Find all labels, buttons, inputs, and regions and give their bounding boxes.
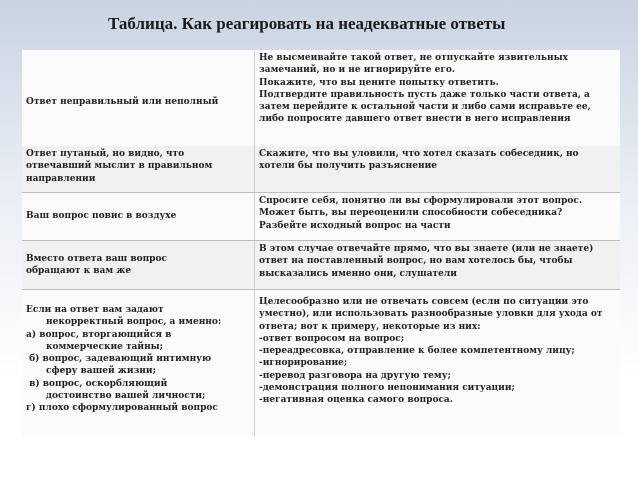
table-row <box>22 146 620 193</box>
reaction-text: Спросите себя, понятно ли вы сформулировали этот вопрос. <box>259 196 583 206</box>
situation-cell <box>22 193 252 240</box>
situation-text: некорректный вопрос, а именно: <box>46 317 222 328</box>
situation-text: Ваш вопрос повис в воздухе <box>26 211 177 222</box>
situation-cell <box>22 241 252 289</box>
table-row <box>22 193 620 241</box>
table-row <box>22 50 620 155</box>
reaction-text: В этом случае отвечайте прямо, что вы знаете (или не знаете) <box>259 244 594 254</box>
situation-text: б) вопрос, задевающий интимную <box>26 354 212 365</box>
reaction-text: Целесообразно или не отвечать совсем (если по ситуации это <box>259 297 589 307</box>
situation-text: Ответ неправильный или неполный <box>26 96 219 107</box>
situation-text: Если на ответ вам задают <box>26 305 164 315</box>
reaction-cell <box>254 146 620 192</box>
reaction-cell <box>254 290 620 436</box>
reaction-text: -переадресовка, отправление к более компетентному лицу; <box>259 346 575 357</box>
situation-text: достоинство вашей личности; <box>46 391 206 402</box>
reaction-text: -негативная оценка самого вопроса. <box>259 395 453 406</box>
situation-cell <box>22 50 252 154</box>
reaction-text: -перевод разговора на другую тему; <box>259 370 451 381</box>
situation-text: обращают к вам же <box>26 266 132 276</box>
reaction-text: -демонстрация полного непонимания ситуации; <box>259 383 515 394</box>
reaction-text: Разбейте исходный вопрос на части <box>259 220 451 231</box>
page-title: Таблица. Как реагировать на неадекватные ответы <box>108 14 506 33</box>
reaction-text: хотели бы получить разъяснение <box>259 161 437 172</box>
reaction-text: Не высмеивайте такой ответ, не отпускайте язвительных <box>259 53 569 63</box>
situation-text: а) вопрос, вторгающийся в <box>26 329 172 340</box>
situation-cell <box>22 146 252 192</box>
reaction-text: Может быть, вы переоценили способности собеседника? <box>259 208 563 219</box>
situation-text: Вместо ответа ваш вопрос <box>26 253 167 264</box>
situation-cell <box>22 290 252 436</box>
reaction-text: ответ на поставленный вопрос, но вам хотелось бы, чтобы <box>259 256 573 267</box>
reaction-text: Скажите, что вы уловили, что хотел сказать собеседник, но <box>259 149 579 159</box>
table-row <box>22 241 620 290</box>
situation-text: Ответ путаный, но видно, что <box>26 149 185 159</box>
situation-text: сферу вашей жизни; <box>46 366 156 377</box>
reaction-text: замечаний, но и не игнорируйте его. <box>259 65 456 76</box>
situation-text: коммерческие тайны; <box>46 341 163 352</box>
reaction-cell <box>254 193 620 240</box>
table-row <box>22 290 620 436</box>
reaction-cell <box>254 50 620 154</box>
reaction-text: Покажите, что вы цените попытку ответить. <box>259 77 499 88</box>
reaction-text: -игнорирование; <box>259 358 348 369</box>
reaction-text: уместно), или использовать разнообразные уловки для ухода от <box>259 309 603 320</box>
reaction-text: ответа; вот к примеру, некоторые из них: <box>259 321 481 332</box>
reaction-text: либо попросите давшего ответ внести в него исправления <box>259 114 571 125</box>
responses-table <box>22 50 620 436</box>
reaction-text: -ответ вопросом на вопрос; <box>259 333 405 344</box>
reaction-text: Подтвердите правильность пусть даже только части ответа, а <box>259 89 590 100</box>
situation-text: отвечавший мыслит в правильном <box>26 161 213 172</box>
reaction-text: высказались именно они, слушатели <box>259 268 457 279</box>
situation-text: в) вопрос, оскорбляющий <box>26 378 168 389</box>
reaction-cell <box>254 241 620 289</box>
situation-text: г) плохо сформулированный вопрос <box>26 403 218 414</box>
situation-text: направлении <box>26 173 96 184</box>
reaction-text: затем перейдите к остальной части и либо сами исправьте ее, <box>259 102 591 113</box>
